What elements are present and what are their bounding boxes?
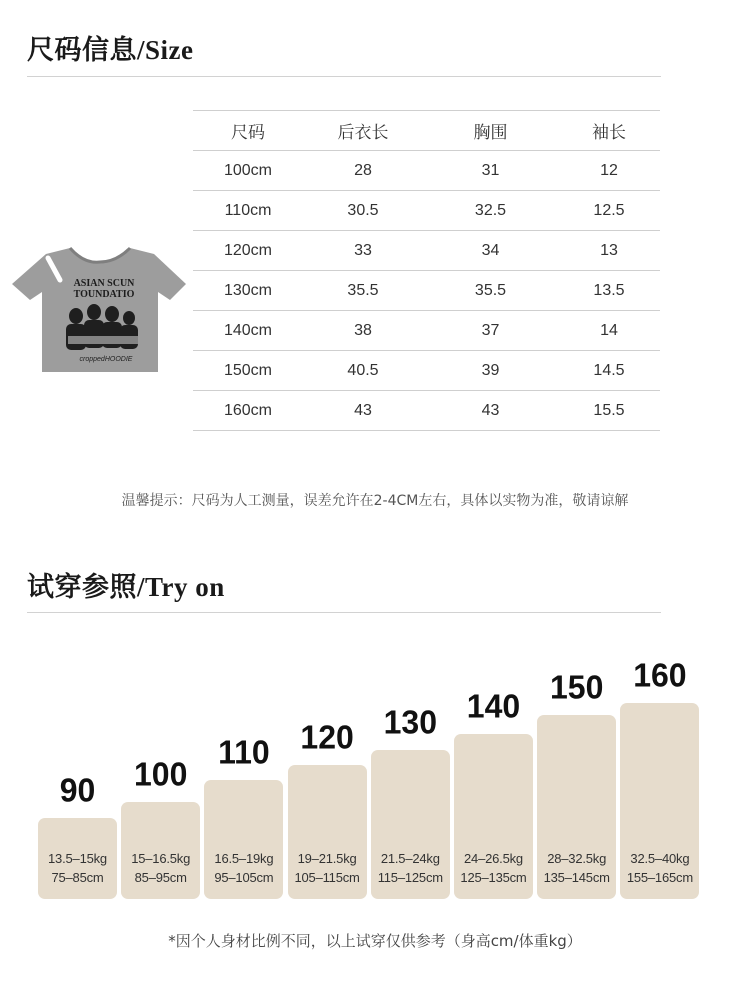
cell-back-length: 30.5 — [347, 201, 379, 219]
cell-sleeve: 14.5 — [593, 361, 625, 379]
cell-back-length: 28 — [354, 161, 372, 179]
cell-chest: 32.5 — [474, 201, 507, 219]
tryon-weight: 21.5–24kg — [380, 851, 440, 866]
cell-back-length: 35.5 — [347, 281, 379, 299]
tryon-size-label: 120 — [300, 718, 354, 756]
tryon-bar — [537, 715, 616, 899]
tryon-weight: 13.5–15kg — [48, 851, 107, 866]
tryon-size-label: 90 — [59, 771, 96, 809]
cell-size: 140cm — [223, 321, 273, 339]
tryon-weight: 15–16.5kg — [131, 851, 191, 866]
tryon-height: 105–115cm — [294, 870, 360, 885]
tryon-size-label: 150 — [549, 668, 604, 706]
tryon-bar — [38, 818, 117, 899]
cell-sleeve: 15.5 — [593, 401, 625, 419]
tryon-height: 85–95cm — [134, 870, 187, 885]
shirt-print-line1: ASIAN SCUN — [73, 278, 135, 289]
cell-size: 100cm — [223, 161, 273, 179]
tryon-bar — [121, 802, 200, 899]
tryon-height: 125–135cm — [460, 870, 527, 885]
tryon-height: 155–165cm — [626, 870, 693, 885]
tryon-bar — [620, 703, 699, 899]
cell-sleeve: 13 — [600, 241, 618, 259]
cell-size: 120cm — [223, 241, 273, 259]
header-sleeve: 袖长 — [592, 123, 626, 143]
tryon-height: 75–85cm — [51, 870, 104, 885]
shirt-print-tag: croppedHOODIE — [79, 356, 133, 363]
tryon-bar — [454, 734, 533, 899]
tryon-height: 135–145cm — [543, 870, 610, 885]
header-chest: 胸围 — [473, 123, 508, 143]
cell-back-length: 38 — [354, 321, 372, 339]
cell-sleeve: 12.5 — [593, 201, 625, 219]
cell-size: 160cm — [223, 401, 273, 419]
tryon-weight: 19–21.5kg — [297, 851, 357, 866]
tryon-weight: 32.5–40kg — [630, 851, 690, 866]
tryon-footnote: *因个人身材比例不同，以上试穿仅供参考（身高cm/体重kg） — [168, 932, 582, 950]
tryon-weight: 28–32.5kg — [547, 851, 607, 866]
cell-chest: 35.5 — [474, 281, 507, 299]
tryon-bar — [288, 765, 367, 899]
shirt-print-line2: TOUNDATIO — [73, 289, 135, 300]
tryon-size-label: 140 — [466, 687, 521, 725]
tryon-bar — [204, 780, 283, 899]
header-back-length: 后衣长 — [337, 123, 389, 143]
header-size: 尺码 — [231, 123, 265, 143]
cell-sleeve: 14 — [600, 321, 618, 339]
tryon-size-label: 100 — [133, 755, 188, 793]
tryon-height: 115–125cm — [377, 870, 443, 885]
tryon-size-label: 160 — [633, 656, 687, 694]
cell-size: 150cm — [223, 361, 273, 379]
tryon-size-label: 130 — [383, 703, 437, 741]
measurement-note: 温馨提示：尺码为人工测量，误差允许在2-4CM左右，具体以实物为准，敬请谅解 — [121, 493, 629, 509]
cell-size: 130cm — [223, 281, 273, 299]
cell-chest: 39 — [481, 361, 500, 379]
tryon-weight: 16.5–19kg — [214, 851, 274, 866]
tryon-size-label: 110 — [218, 733, 270, 771]
tryon-bar — [371, 750, 450, 899]
cell-chest: 43 — [481, 401, 500, 419]
cell-back-length: 33 — [354, 241, 372, 259]
cell-back-length: 43 — [354, 401, 372, 419]
cell-chest: 31 — [481, 161, 500, 179]
cell-chest: 37 — [481, 321, 500, 339]
size-section-title: 尺码信息/Size — [27, 35, 194, 65]
cell-chest: 34 — [481, 241, 500, 259]
cell-size: 110cm — [224, 201, 272, 219]
cell-back-length: 40.5 — [347, 361, 379, 379]
cell-sleeve: 13.5 — [593, 281, 625, 299]
tryon-height: 95–105cm — [214, 870, 274, 885]
cell-sleeve: 12 — [600, 161, 618, 179]
tryon-weight: 24–26.5kg — [464, 851, 523, 866]
tryon-section-title: 试穿参照/Try on — [27, 572, 225, 602]
